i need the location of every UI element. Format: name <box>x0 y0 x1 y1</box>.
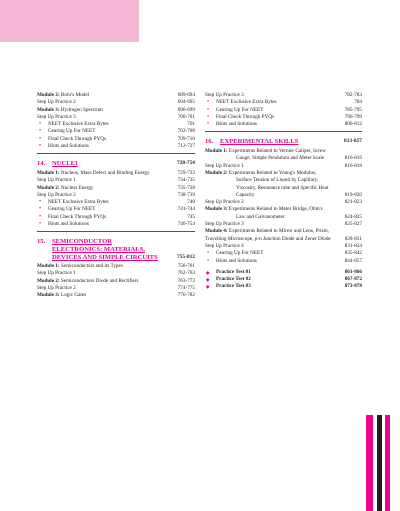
entry-label <box>205 148 332 163</box>
entry-text: Step Up Practice 2 <box>37 285 76 292</box>
entry-label <box>205 221 332 228</box>
entry-text: NEET Exclusive Extra Bytes <box>48 121 109 128</box>
entry-text: Experiments Related to Meter Bridge, Ohm's Law and Galvanometer <box>228 206 323 220</box>
section-divider <box>37 231 195 232</box>
chapter-15-heading[interactable] <box>37 238 195 261</box>
toc-entry[interactable] <box>205 107 362 114</box>
entry-page-range: 712-727 <box>177 143 195 150</box>
toc-entry[interactable] <box>205 221 362 228</box>
entry-text: Step Up Practice 4 <box>205 242 244 249</box>
entry-page-range: 741-744 <box>177 206 195 213</box>
entry-text: Semiconductors Diode and Rectifiers <box>60 277 139 284</box>
entry-text: Practice Test 02 <box>216 276 251 283</box>
entry-page-range: 835-842 <box>344 250 362 257</box>
entry-text: Hydrogen Spectrum <box>60 106 103 113</box>
decor-bar-magenta <box>366 415 373 511</box>
toc-entry[interactable] <box>205 199 362 206</box>
entry-text: Gearing Up For NEET <box>48 206 96 213</box>
toc-module-entry[interactable] <box>205 228 362 243</box>
entry-page-range: 824-825 <box>344 213 362 220</box>
chapter-title: NUCLEI <box>52 160 78 168</box>
entry-label <box>37 285 165 292</box>
entry-page-range: 738-739 <box>177 191 195 198</box>
toc-entry[interactable] <box>37 214 195 221</box>
entry-page-range: 709-710 <box>177 135 195 142</box>
entry-label <box>37 263 165 270</box>
entry-page-range: 844-857 <box>344 257 362 264</box>
entry-page-range: 784 <box>354 99 362 106</box>
entry-label <box>48 199 165 206</box>
entry-page-range: 861-866 <box>344 268 362 275</box>
entry-label <box>37 185 165 192</box>
decor-bar-dark <box>377 415 382 511</box>
entry-text: Step Up Practice 3 <box>37 113 76 120</box>
entry-text: Practice Test 03 <box>216 283 251 290</box>
toc-entry[interactable] <box>205 92 362 99</box>
entry-label <box>37 270 165 277</box>
entry-text: Step Up Practice 1 <box>37 270 76 277</box>
toc-module-entry[interactable] <box>205 206 362 221</box>
module-prefix: Module 3: <box>205 206 228 213</box>
entry-label <box>37 192 165 199</box>
decor-bar-magenta <box>385 415 390 511</box>
entry-label <box>216 250 332 257</box>
entry-text: Step Up Practice 2 <box>37 99 76 106</box>
entry-label <box>48 206 165 213</box>
entry-page-range: 701 <box>187 121 195 128</box>
toc-module-entry[interactable] <box>205 148 362 163</box>
toc-entry[interactable] <box>37 99 195 106</box>
toc-entry[interactable] <box>37 177 195 184</box>
chapter-title: EXPERIMENTAL SKILLS <box>220 138 299 146</box>
entry-page-range: 729-733 <box>177 169 195 176</box>
toc-right-column <box>205 92 362 291</box>
entry-label <box>216 121 332 128</box>
entry-text: Nuclear Energy <box>60 184 94 191</box>
entry-label <box>48 143 165 150</box>
module-prefix: Module 4: <box>205 228 228 235</box>
module-prefix: Module 2: <box>205 169 228 176</box>
toc-module-entry[interactable] <box>205 170 362 199</box>
entry-label <box>48 214 165 221</box>
entry-label <box>216 107 332 114</box>
entry-label <box>205 92 332 99</box>
entry-label <box>205 228 332 243</box>
entry-page-range: 821-823 <box>344 199 362 206</box>
entry-page-range: 745 <box>187 213 195 220</box>
entry-page-range: 825-827 <box>344 221 362 228</box>
entry-label <box>216 258 332 265</box>
entry-label <box>205 206 332 221</box>
entry-label <box>48 128 165 135</box>
toc-entry[interactable] <box>37 221 195 228</box>
chapter-title: SEMICONDUCTOR ELECTRONICS: MATERIALS, DEVICES AND SIMPLE CIRCUITS <box>52 238 158 261</box>
entry-page-range: 735-738 <box>177 184 195 191</box>
entry-page-range: 819-820 <box>344 191 362 198</box>
entry-page-range: 867-872 <box>344 276 362 283</box>
entry-text: Step Up Practice 1 <box>205 162 244 169</box>
toc-module-entry[interactable] <box>37 107 195 114</box>
entry-text: NEET Exclusive Extra Bytes <box>48 199 109 206</box>
practice-test-entry[interactable] <box>205 269 362 276</box>
entry-text: Final Check Through PYQs <box>48 213 106 220</box>
entry-page-range: 689-694 <box>177 92 195 98</box>
toc-module-entry[interactable] <box>37 278 195 285</box>
entry-page-range: 702-708 <box>177 128 195 135</box>
toc-entry[interactable] <box>37 114 195 121</box>
entry-text: Experiments Related to Mirror and Lens, Prism, Travelling Microscope, p-n Junction Diode and Zener Diode <box>205 228 331 242</box>
entry-page-range: 763-773 <box>177 277 195 284</box>
toc-module-entry[interactable] <box>37 170 195 177</box>
entry-page-range: 828-831 <box>344 235 362 242</box>
toc-entry[interactable] <box>37 143 195 150</box>
toc-entry[interactable] <box>205 114 362 121</box>
entry-text: Step Up Practice 3 <box>205 221 244 228</box>
section-divider <box>37 153 195 154</box>
entry-text: NEET Exclusive Extra Bytes <box>216 99 277 106</box>
chapter-page-range: 755-812 <box>177 253 195 260</box>
entry-text: Experiments Related to Vernier Caliper, Screw Gauge, Simple Pendulum and Meter Scale <box>228 148 326 162</box>
entry-page-range: 782-783 <box>344 92 362 98</box>
section-divider <box>205 131 362 132</box>
entry-label <box>216 276 332 283</box>
entry-text: Hints and Solutions <box>48 221 89 228</box>
toc-entry[interactable] <box>37 199 195 206</box>
entry-text: Step Up Practice 1 <box>37 177 76 184</box>
entry-text: Nucleus, Mass Defect and Binding Energy <box>60 169 150 176</box>
entry-label <box>37 292 165 299</box>
entry-page-range: 746-754 <box>177 221 195 228</box>
entry-text: Experiments Related to Young's Modulus, Surface Tension of Liquid by Capillary, Viscosity, Resonance tube and Specific Heat Capacity <box>228 169 329 198</box>
entry-label <box>205 163 332 170</box>
entry-page-range: 756-761 <box>177 263 195 270</box>
entry-page-range: 694-695 <box>177 99 195 106</box>
entry-label <box>37 92 165 99</box>
entry-text: Hints and Solutions <box>48 143 89 150</box>
entry-page-range: 796-799 <box>344 113 362 120</box>
header-color-tab <box>0 0 139 42</box>
toc-left-column <box>37 92 195 300</box>
entry-text: Practice Test 01 <box>216 268 251 275</box>
entry-label <box>216 283 332 290</box>
entry-text: Logic Gates <box>60 292 87 299</box>
toc-entry[interactable] <box>37 192 195 199</box>
entry-text: Bohr's Model <box>60 92 90 98</box>
practice-test-entry[interactable] <box>205 276 362 283</box>
entry-page-range: 774-775 <box>177 285 195 292</box>
toc-entry[interactable] <box>37 270 195 277</box>
toc-entry[interactable] <box>205 258 362 265</box>
entry-label <box>205 170 332 199</box>
entry-label <box>216 114 332 121</box>
entry-text: Semiconductors and its Types <box>60 263 123 270</box>
toc-module-entry[interactable] <box>37 92 195 99</box>
entry-label <box>37 107 165 114</box>
entry-label <box>205 199 332 206</box>
toc-entry[interactable] <box>37 285 195 292</box>
entry-text: Gearing Up For NEET <box>216 106 264 113</box>
chapter-number: 15. <box>37 238 46 246</box>
entry-label <box>37 170 165 177</box>
module-prefix: Module 1: <box>37 263 60 270</box>
entry-page-range: 734-735 <box>177 177 195 184</box>
chapter-page-range: 728-754 <box>177 160 195 167</box>
toc-module-entry[interactable] <box>37 292 195 299</box>
entry-page-range: 831-834 <box>344 242 362 249</box>
chapter-16-heading[interactable] <box>205 138 362 146</box>
module-prefix: Module 2: <box>37 277 60 284</box>
entry-label <box>37 114 165 121</box>
toc-entry[interactable] <box>205 243 362 250</box>
entry-label <box>48 136 165 143</box>
entry-page-range: 762-763 <box>177 270 195 277</box>
toc-entry[interactable] <box>37 136 195 143</box>
module-prefix: Module 2: <box>37 92 60 98</box>
entry-label <box>216 269 332 276</box>
entry-text: Gearing Up For NEET <box>216 250 264 257</box>
chapter-14-heading[interactable] <box>37 160 195 168</box>
toc-entry[interactable] <box>205 99 362 106</box>
entry-page-range: 785-795 <box>344 106 362 113</box>
toc-entry[interactable] <box>37 128 195 135</box>
entry-label <box>37 99 165 106</box>
entry-page-range: 816-816 <box>344 155 362 162</box>
chapter-page-range: 813-857 <box>344 138 362 145</box>
practice-test-entry[interactable] <box>205 283 362 290</box>
entry-label <box>48 221 165 228</box>
module-prefix: Module 1: <box>37 169 60 176</box>
module-prefix: Module 1: <box>205 148 228 155</box>
toc-module-entry[interactable] <box>37 185 195 192</box>
toc-entry[interactable] <box>37 206 195 213</box>
toc-entry[interactable] <box>37 121 195 128</box>
entry-label <box>37 278 165 285</box>
entry-text: Final Check Through PYQs <box>216 113 274 120</box>
module-prefix: Module 3: <box>37 106 60 113</box>
entry-label <box>37 177 165 184</box>
entry-text: Step Up Practice 2 <box>37 191 76 198</box>
module-prefix: Module 2: <box>37 184 60 191</box>
entry-text: Hints and Solutions <box>216 121 257 128</box>
toc-entry[interactable] <box>205 250 362 257</box>
entry-text: Step Up Practice 2 <box>205 199 244 206</box>
entry-page-range: 740 <box>187 199 195 206</box>
entry-text: Hints and Solutions <box>216 257 257 264</box>
entry-label <box>205 243 332 250</box>
entry-page-range: 873-878 <box>344 283 362 290</box>
entry-text: Gearing Up For NEET <box>48 128 96 135</box>
entry-label <box>48 121 165 128</box>
entry-page-range: 800-812 <box>344 121 362 128</box>
entry-text: Final Check Through PYQs <box>48 135 106 142</box>
toc-entry[interactable] <box>205 163 362 170</box>
toc-entry[interactable] <box>205 121 362 128</box>
chapter-number: 14. <box>37 160 46 168</box>
entry-page-range: 776-782 <box>177 292 195 299</box>
entry-page-range: 816-818 <box>344 162 362 169</box>
entry-page-range: 700-701 <box>177 113 195 120</box>
entry-text: Step Up Practice 3 <box>205 92 244 98</box>
entry-page-range: 696-699 <box>177 106 195 113</box>
entry-label <box>216 99 332 106</box>
chapter-number: 16. <box>205 138 214 146</box>
module-prefix: Module 3: <box>37 292 60 299</box>
toc-module-entry[interactable] <box>37 263 195 270</box>
